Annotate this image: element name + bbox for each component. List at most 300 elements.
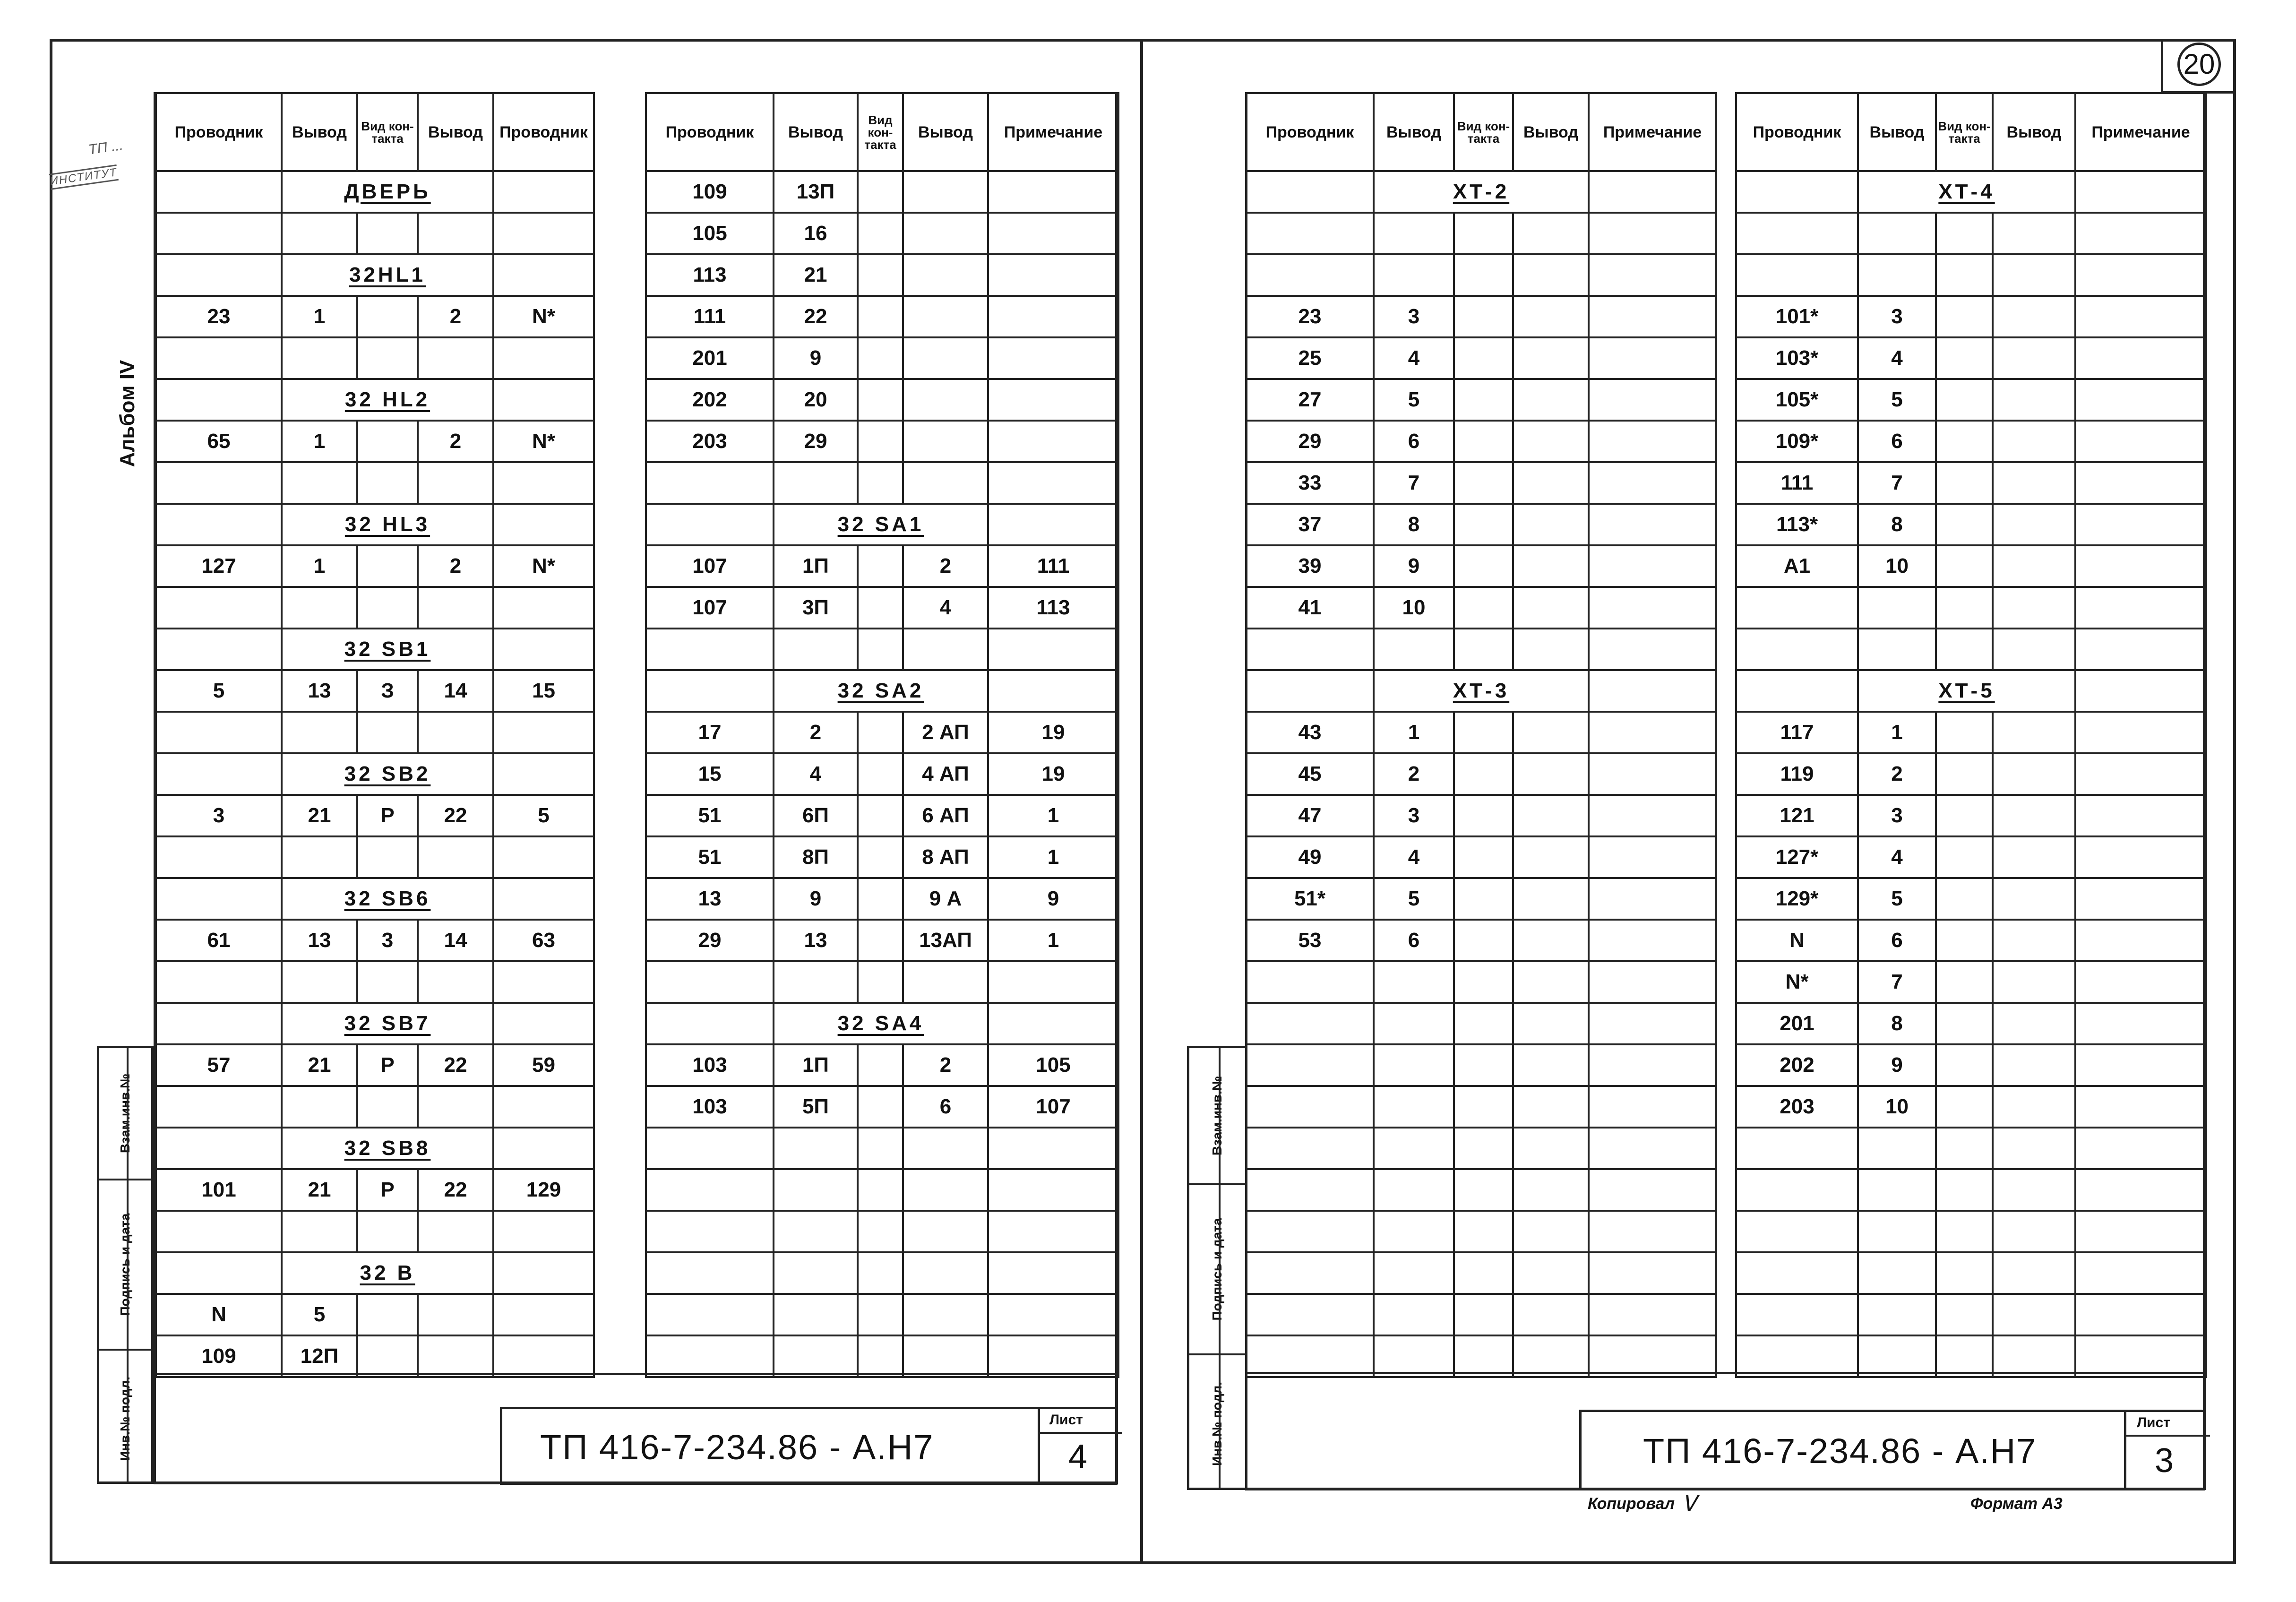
section-title-text: 32 SB7 [344, 1012, 431, 1035]
table-row [646, 171, 1118, 213]
table-cell [1374, 1044, 1454, 1086]
section-row [646, 504, 1118, 545]
table-cell: 29 [774, 421, 858, 462]
table-row [156, 337, 594, 379]
table-row [1736, 629, 2206, 670]
table-row [1736, 337, 2206, 379]
table-cell [1246, 961, 1374, 1003]
table-row [1736, 878, 2206, 920]
header-terminal: Вывод [903, 93, 988, 171]
right-title-block [1579, 1410, 2205, 1490]
section-title-text: 32 SA1 [837, 513, 924, 536]
table-cell [493, 753, 594, 795]
header-terminal: Вывод [1858, 93, 1936, 171]
table-cell: 2 [774, 712, 858, 753]
table-cell [1454, 1252, 1513, 1294]
table-cell [1589, 1044, 1716, 1086]
table-cell [357, 961, 418, 1003]
table-cell: 57 [156, 1044, 282, 1086]
table-cell [357, 587, 418, 629]
table-cell [1589, 961, 1716, 1003]
table-row [1736, 213, 2206, 254]
table-cell: 21 [282, 795, 357, 836]
table-cell [858, 961, 903, 1003]
table-cell: 5 [1374, 379, 1454, 421]
table-cell: 51* [1246, 878, 1374, 920]
table-cell [1936, 1128, 1993, 1169]
table-cell [156, 629, 282, 670]
table-cell [774, 1211, 858, 1252]
table-cell [1589, 795, 1716, 836]
table-cell [774, 1294, 858, 1335]
table-cell [1454, 961, 1513, 1003]
table-row [1736, 961, 2206, 1003]
table-cell [1589, 878, 1716, 920]
table-row [646, 379, 1118, 421]
right-sheet-number: 3 [2155, 1442, 2174, 1480]
table-cell [1736, 1169, 1858, 1211]
table-cell [418, 836, 493, 878]
table-cell [1246, 670, 1374, 712]
table-cell [858, 1335, 903, 1377]
table-cell [1246, 1044, 1374, 1086]
table-row [646, 836, 1118, 878]
table-cell [493, 878, 594, 920]
table-cell: 201 [646, 337, 774, 379]
table-cell: 61 [156, 920, 282, 961]
table-cell [156, 712, 282, 753]
table-cell [1858, 1252, 1936, 1294]
section-title-text: ХТ-4 [1938, 180, 1995, 203]
table-row [156, 670, 594, 712]
table-cell: 113* [1736, 504, 1858, 545]
table-cell [1936, 379, 1993, 421]
table-row [156, 1086, 594, 1128]
table-cell [2075, 504, 2206, 545]
table-cell: 49 [1246, 836, 1374, 878]
table-cell [1936, 296, 1993, 337]
table-cell: N [1736, 920, 1858, 961]
table-row [1246, 629, 1716, 670]
table-cell [2075, 836, 2206, 878]
table-cell [156, 504, 282, 545]
section-row [1246, 670, 1716, 712]
table-cell [156, 379, 282, 421]
table-cell [1589, 545, 1716, 587]
table-row [1246, 421, 1716, 462]
table-row [646, 213, 1118, 254]
table-cell [1936, 795, 1993, 836]
table-row [646, 878, 1118, 920]
table-cell: 13 [774, 920, 858, 961]
table-cell: 25 [1246, 337, 1374, 379]
table-row [1736, 712, 2206, 753]
section-row [156, 504, 594, 545]
table-cell: 5П [774, 1086, 858, 1128]
table-row [1736, 1211, 2206, 1252]
table-cell: 22 [418, 1169, 493, 1211]
table-row [1246, 337, 1716, 379]
table-cell [1454, 878, 1513, 920]
table-cell [1374, 1211, 1454, 1252]
table-cell [493, 629, 594, 670]
table-cell [1993, 462, 2075, 504]
table-cell [903, 379, 988, 421]
table-cell [774, 462, 858, 504]
table-cell: 1 [988, 920, 1118, 961]
table-row [1246, 545, 1716, 587]
table-cell: 111 [646, 296, 774, 337]
table-cell: 3 [1374, 795, 1454, 836]
table-row [1736, 795, 2206, 836]
table-switch-circuits [645, 92, 1119, 1378]
table-cell [858, 1086, 903, 1128]
table-cell: 2 [418, 545, 493, 587]
section-title [282, 171, 493, 213]
table-cell [1454, 1294, 1513, 1335]
table-cell [988, 1211, 1118, 1252]
table-cell [1936, 213, 1993, 254]
table-cell [1936, 587, 1993, 629]
table-cell [1993, 504, 2075, 545]
table-cell [1246, 1335, 1374, 1377]
table-cell [493, 379, 594, 421]
table-cell: 121 [1736, 795, 1858, 836]
table-row [1246, 1252, 1716, 1294]
table-cell [646, 1128, 774, 1169]
table-cell [2075, 337, 2206, 379]
table-cell [1936, 1294, 1993, 1335]
table-cell: 39 [1246, 545, 1374, 587]
section-row [646, 1003, 1118, 1044]
table-cell: 9 [774, 337, 858, 379]
table-cell: 9 [774, 878, 858, 920]
table-cell [1513, 587, 1589, 629]
table-cell [858, 920, 903, 961]
table-cell [1454, 254, 1513, 296]
table-cell [903, 213, 988, 254]
table-cell [1454, 1086, 1513, 1128]
table-cell [1513, 629, 1589, 670]
table-cell [858, 296, 903, 337]
table-row [1246, 1294, 1716, 1335]
table-row [646, 1294, 1118, 1335]
right-sheet-divider [2126, 1435, 2210, 1437]
table-cell: Р [357, 1044, 418, 1086]
section-row [156, 1252, 594, 1294]
table-cell [1246, 1128, 1374, 1169]
table-row [1246, 213, 1716, 254]
table-cell [1936, 712, 1993, 753]
table-cell: 5 [282, 1294, 357, 1335]
table-cell [2075, 587, 2206, 629]
table-cell [1736, 254, 1858, 296]
header-contact-type: Вид кон- такта [1454, 93, 1513, 171]
table-cell [156, 753, 282, 795]
table-cell [1454, 545, 1513, 587]
left-sheet-number: 4 [1068, 1438, 1088, 1476]
table-cell: 53 [1246, 920, 1374, 961]
table-cell: 4 АП [903, 753, 988, 795]
table-cell [1513, 1086, 1589, 1128]
table-cell [1589, 1252, 1716, 1294]
table-cell [1936, 920, 1993, 961]
section-title [774, 1003, 988, 1044]
table-cell [1374, 961, 1454, 1003]
table-cell: 5 [493, 795, 594, 836]
table-cell: 4 [1374, 836, 1454, 878]
table-cell: 1 [988, 836, 1118, 878]
table-cell [357, 1335, 418, 1377]
table-cell [1454, 1335, 1513, 1377]
table-cell [1513, 1128, 1589, 1169]
table-cell [418, 462, 493, 504]
table-cell [988, 337, 1118, 379]
table-row [156, 545, 594, 587]
table-cell [493, 1003, 594, 1044]
table-cell [1513, 254, 1589, 296]
table-row [1736, 836, 2206, 878]
table-cell [1993, 1252, 2075, 1294]
table-cell [858, 753, 903, 795]
table-cell [1246, 213, 1374, 254]
table-cell: 20 [774, 379, 858, 421]
table-cell [418, 213, 493, 254]
table-row [1246, 961, 1716, 1003]
table-cell [1374, 629, 1454, 670]
section-row [156, 1003, 594, 1044]
table-cell [1589, 337, 1716, 379]
section-title [282, 1003, 493, 1044]
table-cell [1589, 254, 1716, 296]
table-cell [493, 1294, 594, 1335]
table-cell [1589, 629, 1716, 670]
table-cell [1374, 254, 1454, 296]
table-row [1736, 545, 2206, 587]
section-title-text: 32 SB2 [344, 762, 431, 785]
table-cell [1936, 1003, 1993, 1044]
table-cell [493, 337, 594, 379]
table-cell [2075, 1128, 2206, 1169]
table-cell [1246, 171, 1374, 213]
table-cell [1736, 1335, 1858, 1377]
table-cell [1513, 753, 1589, 795]
table-row [1736, 1086, 2206, 1128]
table-cell: 23 [156, 296, 282, 337]
table-cell: N* [493, 296, 594, 337]
table-cell [988, 961, 1118, 1003]
table-cell [2075, 1169, 2206, 1211]
left-side-stamp [97, 1046, 154, 1484]
table-cell: 1 [988, 795, 1118, 836]
table-cell: 8 [1858, 1003, 1936, 1044]
table-cell [1858, 1169, 1936, 1211]
table-cell: 37 [1246, 504, 1374, 545]
table-cell [858, 254, 903, 296]
table-cell [1936, 961, 1993, 1003]
table-cell [357, 213, 418, 254]
table-cell: 14 [418, 920, 493, 961]
table-cell [646, 504, 774, 545]
header-conductor: Проводник [646, 93, 774, 171]
table-row [646, 254, 1118, 296]
table-cell: 203 [1736, 1086, 1858, 1128]
table-cell [1936, 1086, 1993, 1128]
table-cell [903, 171, 988, 213]
table-cell [282, 337, 357, 379]
table-cell [1936, 421, 1993, 462]
table-cell [1589, 587, 1716, 629]
table-cell: 1 [282, 421, 357, 462]
table-cell [1993, 1335, 2075, 1377]
table-row [156, 1294, 594, 1335]
table-row [1736, 254, 2206, 296]
table-cell [418, 337, 493, 379]
header-contact-type: Вид кон- такта [1936, 93, 1993, 171]
table-cell [2075, 1086, 2206, 1128]
section-title-text: 32 SA2 [837, 679, 924, 702]
table-cell [1513, 296, 1589, 337]
table-cell [1513, 712, 1589, 753]
table-cell [1246, 1211, 1374, 1252]
table-row [1736, 753, 2206, 795]
table-cell: 51 [646, 836, 774, 878]
table-cell [1993, 213, 2075, 254]
table-row [1246, 1211, 1716, 1252]
table-cell [2075, 421, 2206, 462]
table-row [646, 1211, 1118, 1252]
table-cell [1993, 1003, 2075, 1044]
table-cell: 6 [1858, 421, 1936, 462]
table-cell: 129 [493, 1169, 594, 1211]
table-cell [1374, 1335, 1454, 1377]
table-cell: 45 [1246, 753, 1374, 795]
section-title-text: 32 HL2 [344, 388, 430, 411]
table-cell [1993, 629, 2075, 670]
table-cell [2075, 254, 2206, 296]
table-row [156, 421, 594, 462]
table-cell [646, 1169, 774, 1211]
table-cell: 8 [1374, 504, 1454, 545]
table-cell [1513, 1335, 1589, 1377]
table-cell [988, 1252, 1118, 1294]
table-cell [858, 545, 903, 587]
table-cell [1936, 254, 1993, 296]
header-terminal: Вывод [1374, 93, 1454, 171]
table-row [1246, 753, 1716, 795]
table-cell [1589, 296, 1716, 337]
table-cell: 4 [1858, 836, 1936, 878]
table-cell [1374, 1294, 1454, 1335]
table-cell: 22 [418, 795, 493, 836]
table-cell [418, 712, 493, 753]
table-row [1246, 1044, 1716, 1086]
table-cell [1993, 878, 2075, 920]
table-cell [903, 1335, 988, 1377]
header-terminal: Вывод [282, 93, 357, 171]
table-cell [1858, 587, 1936, 629]
section-row [156, 629, 594, 670]
section-row [1736, 171, 2206, 213]
table-cell [2075, 961, 2206, 1003]
table-cell: Р [357, 795, 418, 836]
table-cell [988, 504, 1118, 545]
table-cell [1993, 1294, 2075, 1335]
table-cell: 47 [1246, 795, 1374, 836]
table-cell [1513, 920, 1589, 961]
table-cell: 63 [493, 920, 594, 961]
table-cell [646, 670, 774, 712]
table-cell: 13П [774, 171, 858, 213]
table-row [1736, 379, 2206, 421]
table-cell [156, 337, 282, 379]
table-row [1736, 1294, 2206, 1335]
table-cell [858, 1252, 903, 1294]
table-cell [646, 1335, 774, 1377]
table-cell [1589, 1003, 1716, 1044]
table-cell [1374, 1128, 1454, 1169]
table-cell [2075, 296, 2206, 337]
table-cell: 16 [774, 213, 858, 254]
table-row [646, 587, 1118, 629]
table-cell: 2 [903, 1044, 988, 1086]
table-row [646, 795, 1118, 836]
table-cell: 15 [646, 753, 774, 795]
table-cell: 2 [418, 421, 493, 462]
table-cell: 1П [774, 1044, 858, 1086]
table-row [156, 213, 594, 254]
table-cell [1858, 1294, 1936, 1335]
table-cell: 2 [1374, 753, 1454, 795]
table-cell [1993, 1211, 2075, 1252]
table-cell [1936, 629, 1993, 670]
table-cell: 8П [774, 836, 858, 878]
table-cell [357, 1086, 418, 1128]
table-cell [646, 1211, 774, 1252]
table-cell [156, 171, 282, 213]
table-cell: 10 [1858, 545, 1936, 587]
table-cell: 6П [774, 795, 858, 836]
table-cell: 27 [1246, 379, 1374, 421]
table-cell [774, 1252, 858, 1294]
table-cell [282, 213, 357, 254]
table-cell [903, 629, 988, 670]
table-cell [1858, 1128, 1936, 1169]
section-title-text: 32HL1 [349, 263, 426, 286]
table-row [1246, 1086, 1716, 1128]
table-cell: 13 [282, 670, 357, 712]
side-cell-podl-r: Инв.№ подл. [1210, 1381, 1224, 1466]
table-cell [1454, 836, 1513, 878]
table-cell: 109 [156, 1335, 282, 1377]
section-row [156, 379, 594, 421]
table-cell [1513, 337, 1589, 379]
table-cell [1993, 1169, 2075, 1211]
section-title [774, 670, 988, 712]
section-title-text: 32 B [360, 1261, 415, 1284]
section-row [1246, 171, 1716, 213]
table-cell [774, 1335, 858, 1377]
section-title-text: 32 SB8 [344, 1137, 431, 1160]
table-cell [774, 1169, 858, 1211]
table-cell: 21 [282, 1169, 357, 1211]
table-cell [1993, 753, 2075, 795]
table-cell: 10 [1374, 587, 1454, 629]
header-terminal: Вывод [774, 93, 858, 171]
table-cell [156, 462, 282, 504]
table-cell [858, 462, 903, 504]
table-cell [357, 712, 418, 753]
